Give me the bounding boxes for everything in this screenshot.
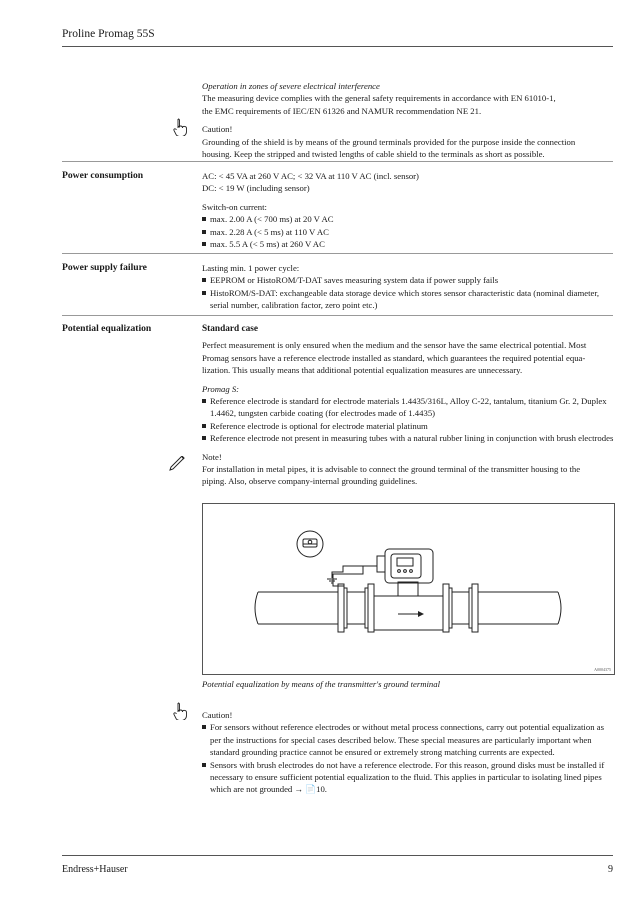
footer-brand: Endress+Hauser <box>62 864 128 875</box>
power-failure-intro: Lasting min. 1 power cycle: <box>202 263 300 273</box>
switch-on-item: max. 2.28 A (< 5 ms) at 110 V AC <box>202 226 614 238</box>
standard-case-heading: Standard case <box>202 324 259 334</box>
page-number: 9 <box>608 864 613 875</box>
equalization-figure <box>202 503 615 675</box>
promag-s-item: Reference electrode not present in measuring tubes with a natural rubber lining in conjunction with brush electrodes <box>202 432 614 444</box>
caution-title-2: Caution! <box>202 710 233 720</box>
switch-on-item: max. 2.00 A (< 700 ms) at 20 V AC <box>202 213 614 225</box>
interference-line-1: The measuring device complies with the general safety requirements in accordance with EN 61010-1, <box>202 93 556 104</box>
equalization-label: Potential equalization <box>62 323 152 334</box>
equalization-line-2: Promag sensors have a reference electrode installed as standard, which guarantees the required potential equa- <box>202 352 586 363</box>
caution-hand-icon <box>173 118 189 139</box>
section-divider-2 <box>62 253 613 254</box>
interference-line-2: the EMC requirements of IEC/EN 61326 and NAMUR recommendation NE 21. <box>202 105 482 116</box>
note-title: Note! <box>202 451 222 462</box>
promag-s-title: Promag S: <box>202 383 240 394</box>
power-consumption-block <box>202 170 614 250</box>
equalization-line-1: Perfect measurement is only ensured when the medium and the sensor have the same electrical potential. Most <box>202 340 587 351</box>
power-failure-item: EEPROM or HistoROM/T-DAT saves measuring system data if power supply fails <box>202 274 614 286</box>
promag-s-item: Reference electrode is standard for electrode materials 1.4435/316L, Alloy C-22, tantalum, titanium Gr. 2, Duplex 1.4462, tungsten carbide coating (for electrodes made of 1.4435) <box>202 395 614 420</box>
document-title: Proline Promag 55S <box>62 28 155 40</box>
caution-hand-icon <box>173 702 189 723</box>
figure-caption: Potential equalization by means of the transmitter's ground terminal <box>202 679 441 689</box>
power-dc: DC: < 19 W (including sensor) <box>202 183 310 194</box>
caution-item: For sensors without reference electrodes or without metal process connections, carry out potential equalization as per the instructions for special cases described below. These special measures are particularly important when standard grounding practice cannot be ensured or extremely strong matching currents are expected. <box>202 721 614 758</box>
caution-item: Sensors with brush electrodes do not have a reference electrode. For this reason, ground disks must be installed if necessary to ensure sufficient potential equalization to the fluid. This applies in particular to isolating lined pipes which are not grounded → 📄10. <box>202 759 614 796</box>
power-failure-item: HistoROM/S-DAT: exchangeable data storage device which stores sensor characteristic data (nominal diameter, serial number, calibration factor, zero point etc.) <box>202 287 614 312</box>
switch-on-title: Switch-on current: <box>202 201 267 212</box>
section-divider-1 <box>62 161 613 162</box>
power-consumption-label: Power consumption <box>62 170 144 181</box>
caution-title-1: Caution! <box>202 124 233 135</box>
footer-rule <box>62 855 613 856</box>
caution-line-1: Grounding of the shield is by means of the ground terminals provided for the purpose inside the connection <box>202 136 576 147</box>
interference-heading: Operation in zones of severe electrical interference <box>202 81 380 91</box>
interference-block <box>202 80 614 160</box>
note-line-1: For installation in metal pipes, it is advisable to connect the ground terminal of the transmitter housing to the <box>202 464 581 475</box>
section-divider-3 <box>62 315 613 316</box>
header-rule <box>62 46 613 47</box>
pipe-diagram <box>203 504 614 674</box>
promag-s-item: Reference electrode is optional for electrode material platinum <box>202 420 614 432</box>
caution-line-2: housing. Keep the stripped and twisted lengths of cable shield to the terminals as short as possible. <box>202 149 545 160</box>
note-line-2: piping. Also, observe company-internal grounding guidelines. <box>202 476 418 487</box>
switch-on-item: max. 5.5 A (< 5 ms) at 260 V AC <box>202 238 614 250</box>
power-ac: AC: < 45 VA at 260 V AC; < 32 VA at 110 V AC (incl. sensor) <box>202 171 419 181</box>
equalization-line-3: lization. This usually means that additional potential equalization measures are unnecessary. <box>202 365 523 376</box>
power-failure-label: Power supply failure <box>62 262 147 273</box>
note-pencil-icon <box>168 456 188 475</box>
figure-code: A0004375 <box>594 667 611 672</box>
power-failure-block <box>202 262 614 312</box>
equalization-caution-block <box>202 709 614 796</box>
equalization-block <box>202 323 614 488</box>
